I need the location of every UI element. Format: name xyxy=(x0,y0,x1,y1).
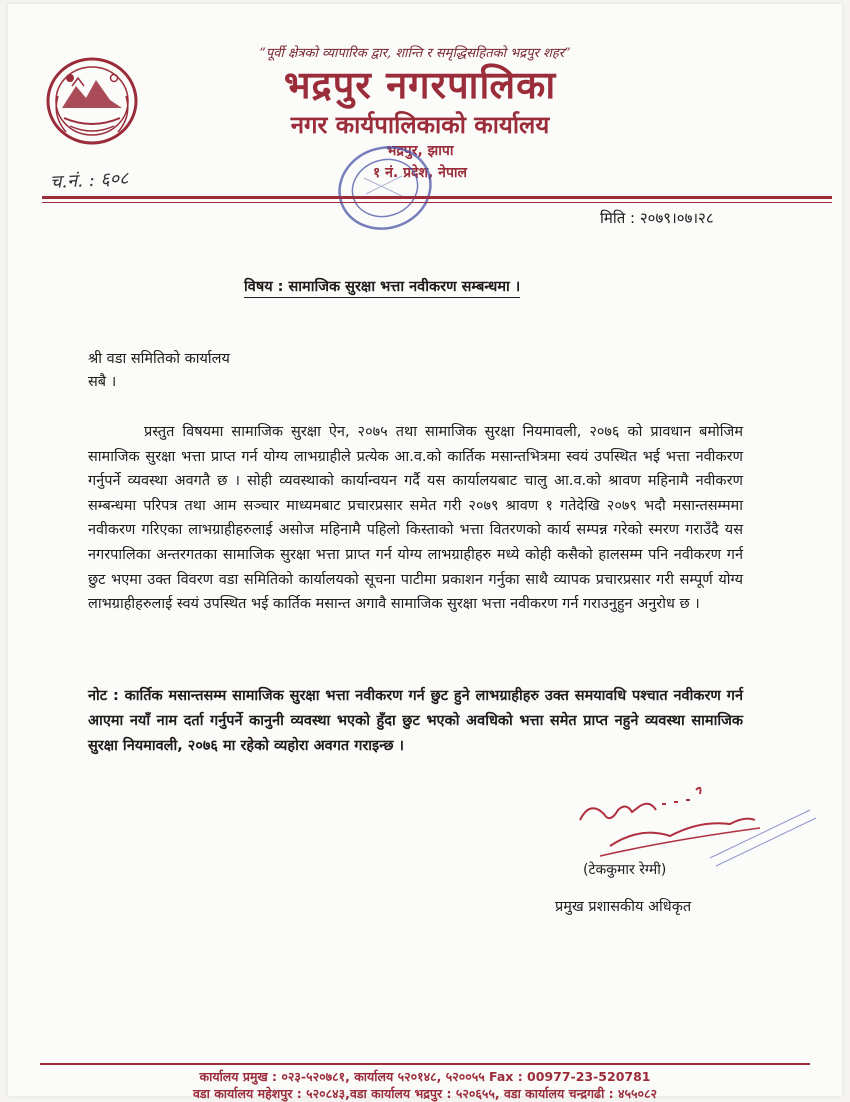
address-line-2: १ नं. प्रदेश, नेपाल xyxy=(372,165,468,181)
letter-subject: विषय : सामाजिक सुरक्षा भत्ता नवीकरण सम्बन्धमा । xyxy=(244,276,520,298)
letter-note: नोट : कार्तिक मसान्तसम्म सामाजिक सुरक्षा भत्ता नवीकरण गर्न छुट हुने लाभग्राहीहरु उक्त समयावधि पश्चात नवीकरण गर्न आएमा नयाँ नाम दर्ता गर्नुपर्ने कानुनी व्यवस्था भएको हुँदा छुट भएको अवधिको भत्ता समेत प्राप्त नहुने व्यवस्था सामाजिक सुरक्षा नियमावली, २०७६ मा रहेको व्यहोरा अवगत गराइन्छ । xyxy=(88,688,743,754)
letter-date: मिति : २०७९।०७।२८ xyxy=(600,209,714,227)
municipality-name: भद्रपुर नगरपालिका xyxy=(283,63,557,107)
recipient-line-2: सबै । xyxy=(88,374,117,390)
signature-icon xyxy=(570,780,820,870)
footer-divider xyxy=(40,1063,810,1065)
municipality-tagline: “पूर्वी क्षेत्रको व्यापारिक द्वार, शान्ति र समृद्धिसहितको भद्रपुर शहर” xyxy=(259,46,571,61)
chalani-number: च.नं. : ६०८ xyxy=(49,167,129,194)
letter-body: प्रस्तुत विषयमा सामाजिक सुरक्षा ऐन, २०७५ तथा सामाजिक सुरक्षा नियमावली, २०७६ को प्रावधान बमोजिम सामाजिक सुरक्षा भत्ता प्राप्त गर्न योग्य लाभग्राहीले प्रत्येक आ.व.को कार्तिक मसान्तभित्रमा स्वयं उपस्थित भई भत्ता नवीकरण गर्नुपर्ने व्यवस्था अवगतै छ । सोही व्यवस्थाको कार्यान्वयन गर्दै यस कार्यालयबाट चालु आ.व.को श्रावण महिनामै नवीकरण सम्बन्धमा परिपत्र तथा आम सञ्चार माध्यमबाट प्रचारप्रसार समेत गरी २०७९ श्रावण १ गतेदेखि २०७९ भदौ मसान्तसम्ममा नवीकरण गरिएका लाभग्राहीहरुलाई असोज महिनामै पहिलो किस्ताको भत्ता वितरणको कार्य सम्पन्न गरेको स्मरण गराउँदै यस नगरपालिका अन्तरगतका सामाजिक सुरक्षा भत्ता प्राप्त गर्न योग्य लाभग्राहीहरु मध्ये कोही कसैको हालसम्म पनि नवीकरण गर्न छुट भएमा उक्त विवरण वडा समितिको कार्यालयको सूचना पाटीमा प्रकाशन गर्नुका साथै व्यापक प्रचारप्रसार गरी सम्पूर्ण योग्य लाभग्राहीहरुलाई स्वयं उपस्थित भई कार्तिक मसान्त अगावै सामाजिक सुरक्षा भत्ता नवीकरण गर्न गराउनुहुन अनुरोध छ । xyxy=(88,424,743,613)
footer-contact-line-2: वडा कार्यालय महेशपुर : ५२०८४३,वडा कार्यालय भद्रपुर : ५२०६५५, वडा कार्यालय चन्द्रगढी : ४५५०८२ xyxy=(192,1086,658,1101)
footer-contact-line-1: कार्यालय प्रमुख : ०२३-५२०७८१, कार्यालय ५२०१४८, ५२००५५ Fax : 00977-23-520781 xyxy=(199,1069,651,1084)
signatory-name: (टेककुमार रेग्मी) xyxy=(583,862,667,878)
municipality-emblem-icon xyxy=(44,56,140,146)
address-line-1: भद्रपुर, झापा xyxy=(386,143,454,159)
office-name: नगर कार्यपालिकाको कार्यालय xyxy=(290,111,550,139)
header-divider-thin xyxy=(42,202,832,203)
office-stamp-icon xyxy=(330,138,440,238)
header-divider xyxy=(42,196,832,199)
recipient-line-1: श्री वडा समितिको कार्यालय xyxy=(88,351,230,367)
signatory-title: प्रमुख प्रशासकीय अधिकृत xyxy=(555,899,692,915)
